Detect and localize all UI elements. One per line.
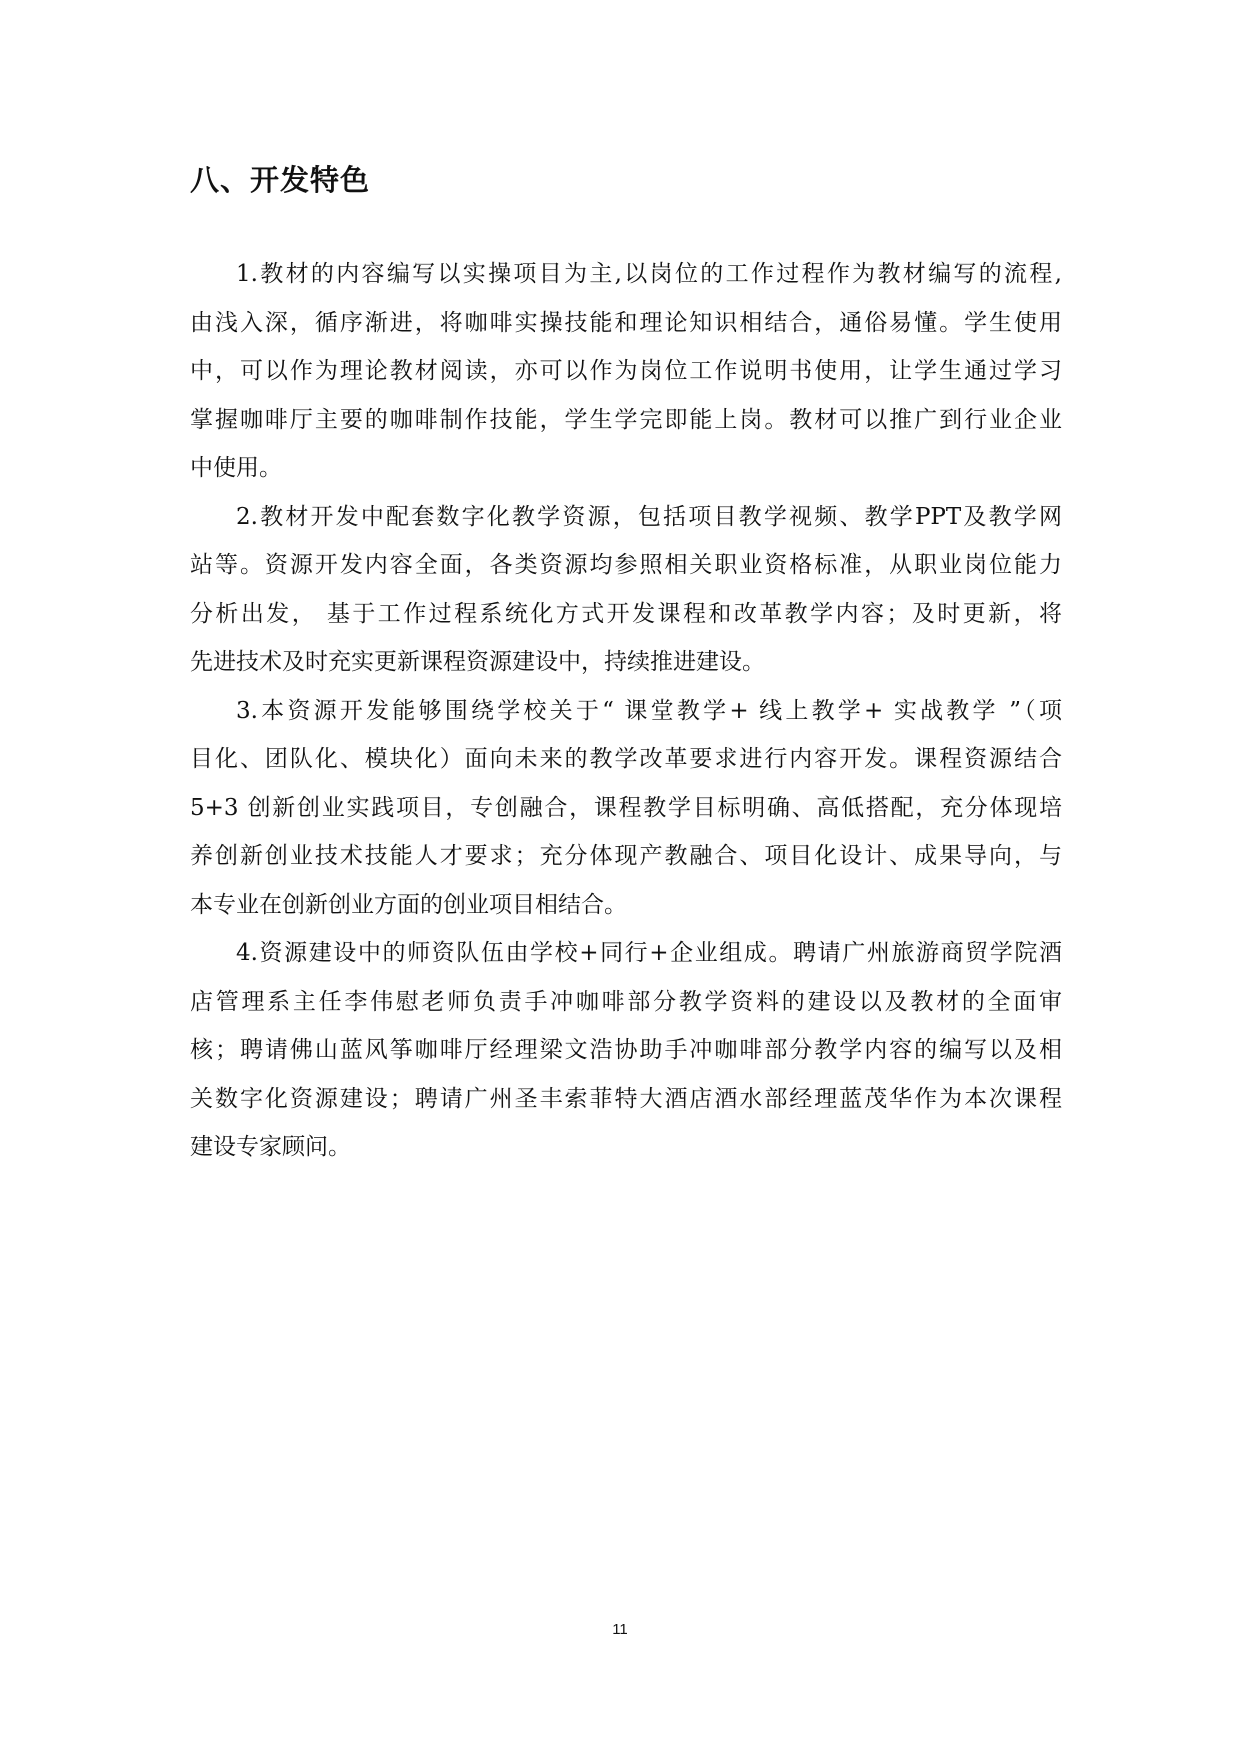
paragraph-line: 掌握咖啡厅主要的咖啡制作技能，学生学完即能上岗。教材可以推广到行业企业 [190,406,1062,433]
body-text [190,250,1062,1172]
paragraph-line: 站等。资源开发内容全面，各类资源均参照相关职业资格标准，从职业岗位能力 [190,552,1062,578]
paragraph-line: 中使用。 [190,455,282,481]
paragraph-line: 目化、团队化、模块化）面向未来的教学改革要求进行内容开发。课程资源结合 [190,746,1062,772]
paragraph-line: 先进技术及时充实更新课程资源建设中，持续推进建设。 [190,649,765,675]
paragraph-2 [190,493,1062,687]
paragraph-line: 店管理系主任李伟慰老师负责手冲咖啡部分教学资料的建设以及教材的全面审 [190,988,1062,1015]
paragraph-line: 建设专家顾问。 [190,1134,351,1160]
paragraph-line: 由浅入深，循序渐进，将咖啡实操技能和理论知识相结合，通俗易懂。学生使用 [190,309,1062,336]
section-heading: 八、开发特色 [190,163,371,197]
paragraph-line: 中，可以作为理论教材阅读，亦可以作为岗位工作说明书使用，让学生通过学习 [190,358,1062,384]
paragraph-4 [190,929,1062,1172]
paragraph-line: 3.本资源开发能够围绕学校关于“ 课堂教学+ 线上教学+ 实战教学 ”（项 [236,697,1062,724]
page-number: 11 [612,1621,628,1638]
paragraph-line: 4.资源建设中的师资队伍由学校+同行+企业组成。聘请广州旅游商贸学院酒 [236,940,1062,966]
paragraph-3 [190,687,1062,930]
paragraph-line: 养创新创业技术技能人才要求；充分体现产教融合、项目化设计、成果导向，与 [190,843,1062,869]
paragraph-line: 分析出发， 基于工作过程系统化方式开发课程和改革教学内容；及时更新，将 [190,600,1062,627]
paragraph-line: 本专业在创新创业方面的创业项目相结合。 [190,891,627,918]
paragraph-line: 1.教材的内容编写以实操项目为主,以岗位的工作过程作为教材编写的流程, [236,261,1062,287]
paragraph-line: 2.教材开发中配套数字化教学资源，包括项目教学视频、教学PPT及教学网 [236,503,1062,530]
paragraph-line: 5+3 创新创业实践项目，专创融合，课程教学目标明确、高低搭配，充分体现培 [190,794,1062,821]
paragraph-1 [190,250,1062,493]
paragraph-line: 关数字化资源建设；聘请广州圣丰索菲特大酒店酒水部经理蓝茂华作为本次课程 [190,1085,1062,1112]
paragraph-line: 核；聘请佛山蓝风筝咖啡厅经理梁文浩协助手冲咖啡部分教学内容的编写以及相 [190,1037,1062,1063]
